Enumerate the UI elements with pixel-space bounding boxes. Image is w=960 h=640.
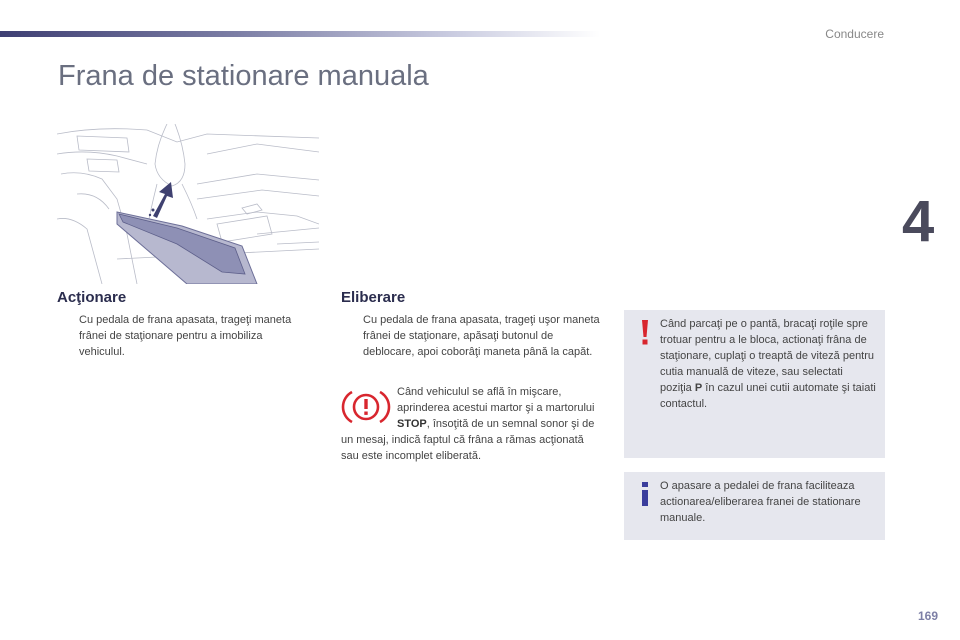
actionare-bullet-text: Cu pedala de frana apasata, trageţi maneta frânei de staţionare pentru a imobiliza vehiculul. bbox=[79, 314, 292, 358]
warning-box-text-before: Când parcaţi pe o pantă, bracaţi roţile spre trotuar pentru a le bloca, actionaţi frâna de staţionare, cuplaţi o treaptă de viteză pentru cutia manuală de viteze, sau selectati poziţia bbox=[660, 318, 875, 394]
warning-box bbox=[624, 310, 885, 458]
chapter-label: Conducere bbox=[825, 27, 884, 41]
warning-box-text-after: în cazul unei cutii automate şi taiati contactul. bbox=[660, 382, 876, 410]
parking-brake-illustration bbox=[57, 124, 319, 284]
chapter-number: 4 bbox=[902, 189, 935, 254]
warning-box-text bbox=[660, 316, 877, 412]
warning-text-before: Când vehiculul se află în mişcare, aprinderea acestui martor şi a martorului bbox=[397, 386, 595, 414]
info-box bbox=[624, 472, 885, 540]
warning-text-stop: STOP bbox=[397, 418, 427, 430]
section-heading-eliberare: Eliberare bbox=[341, 289, 406, 306]
actionare-bullet bbox=[57, 312, 292, 360]
eliberare-bullet bbox=[341, 312, 606, 360]
section-heading-actionare: Acţionare bbox=[57, 289, 127, 306]
brake-warning-paragraph bbox=[341, 384, 603, 464]
page-number: 169 bbox=[917, 609, 938, 623]
warning-box-text-p: P bbox=[694, 382, 703, 394]
exclamation-icon bbox=[634, 318, 656, 346]
page-title: Frana de stationare manuala bbox=[58, 60, 429, 92]
info-icon bbox=[634, 480, 656, 508]
info-box-text: O apasare a pedalei de frana faciliteaza actionarea/eliberarea franei de stationare manuale. bbox=[660, 480, 861, 524]
brake-warning-lamp-icon bbox=[341, 386, 391, 428]
warning-text-after: , însoţită de un semnal sonor şi de un mesaj, indică faptul că frâna a rămas acţionată sau este incomplet eliberată. bbox=[341, 418, 595, 462]
header-gradient-bar bbox=[0, 31, 600, 37]
eliberare-bullet-text: Cu pedala de frana apasata, trageţi uşor maneta frânei de staţionare, apăsaţi butonul de deblocare, apoi coborâţi maneta până la capăt. bbox=[363, 314, 600, 358]
